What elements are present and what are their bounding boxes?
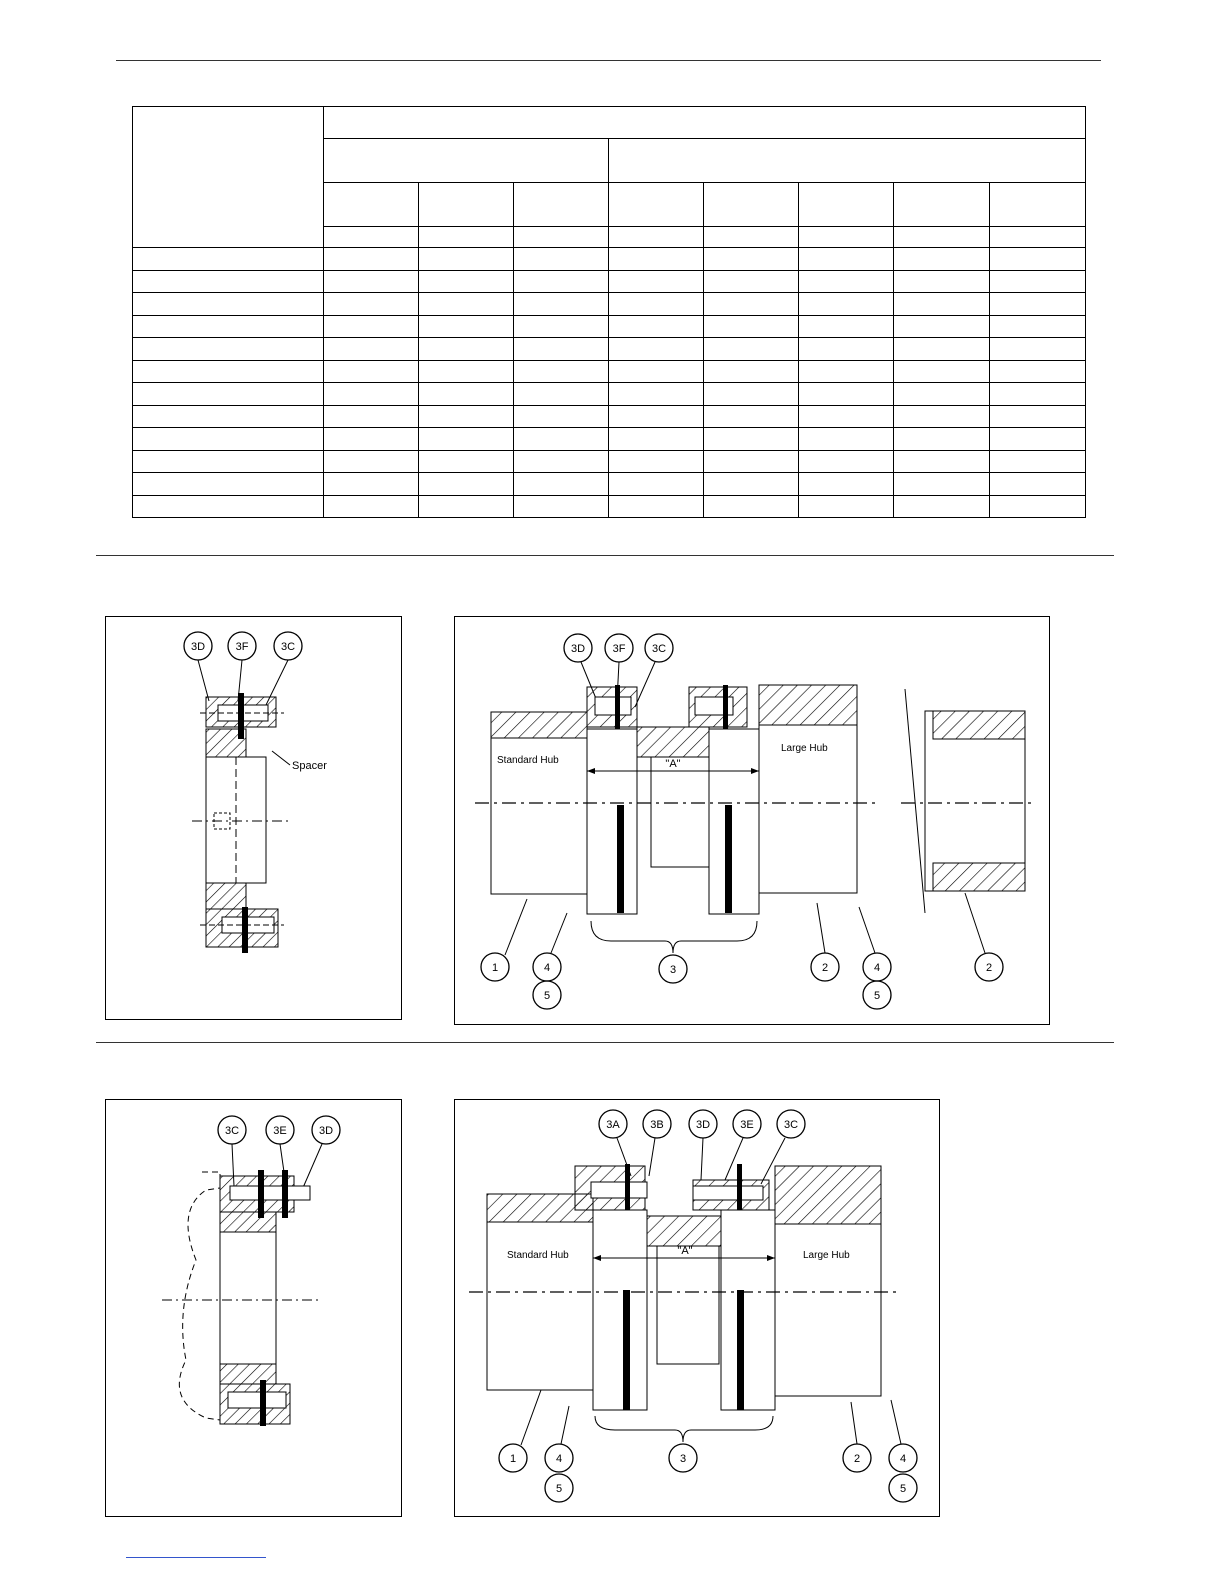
table-cell <box>990 495 1086 518</box>
svg-text:3C: 3C <box>224 1125 240 1137</box>
table-header-cell <box>324 139 609 183</box>
table-cell <box>133 383 324 406</box>
table-row <box>133 405 1086 428</box>
table-row <box>133 495 1086 518</box>
table-header-cell <box>324 183 419 227</box>
table-header-cell <box>799 183 894 227</box>
table-cell <box>419 405 514 428</box>
table-cell <box>799 293 894 316</box>
table-cell <box>990 450 1086 473</box>
hub-assembly-drawing <box>455 617 1049 1024</box>
table-cell <box>324 248 419 271</box>
table-cell <box>609 495 704 518</box>
table-cell <box>419 383 514 406</box>
table-cell <box>990 383 1086 406</box>
hub-assembly-alt-drawing <box>455 1100 939 1516</box>
table-cell <box>609 383 704 406</box>
table-cell <box>609 293 704 316</box>
table-cell <box>704 248 799 271</box>
table-cell <box>324 450 419 473</box>
table-row <box>133 315 1086 338</box>
table-cell <box>133 338 324 361</box>
table-cell <box>419 495 514 518</box>
table-cell <box>799 338 894 361</box>
table-cell <box>514 293 609 316</box>
callout-3e <box>725 1110 761 1180</box>
svg-text:2: 2 <box>821 962 829 974</box>
svg-text:3C: 3C <box>280 641 296 653</box>
callout-4-right <box>859 907 891 981</box>
callout-3c <box>635 634 673 707</box>
callout-3b <box>643 1110 671 1176</box>
table-cell <box>419 338 514 361</box>
svg-text:"A": "A" <box>665 758 681 770</box>
header-rule <box>116 60 1101 61</box>
svg-text:3F: 3F <box>612 643 626 655</box>
spacer-detail-drawing <box>106 617 401 1019</box>
table-cell <box>609 473 704 496</box>
table-cell <box>704 405 799 428</box>
table-cell <box>324 405 419 428</box>
table-cell <box>990 248 1086 271</box>
svg-text:4: 4 <box>899 1453 907 1465</box>
lower-bolt-assembly <box>200 883 284 953</box>
table-cell <box>704 383 799 406</box>
table-cell <box>609 270 704 293</box>
table-header-cell <box>419 183 514 227</box>
section-rule <box>96 555 1114 556</box>
figure-hub-assembly <box>454 616 1050 1025</box>
lower-bolt-assembly <box>220 1364 290 1426</box>
table-cell <box>324 383 419 406</box>
table-cell <box>133 495 324 518</box>
table-cell <box>799 473 894 496</box>
callout-3d <box>184 632 212 701</box>
callout-5-left <box>533 981 561 1009</box>
table-row <box>133 360 1086 383</box>
table-cell <box>324 293 419 316</box>
table-cell <box>894 473 990 496</box>
table-cell <box>799 248 894 271</box>
table-header-cell <box>990 183 1086 227</box>
callout-3d <box>302 1116 340 1190</box>
table-cell <box>419 450 514 473</box>
table-cell <box>704 293 799 316</box>
callout-2-right <box>965 893 1003 981</box>
table-row <box>133 473 1086 496</box>
callout-4-right <box>889 1400 917 1472</box>
center-spacer <box>637 727 709 867</box>
table-cell <box>894 450 990 473</box>
table-cell <box>894 293 990 316</box>
table-cell <box>419 315 514 338</box>
spacer-body <box>192 757 292 883</box>
table-cell <box>324 315 419 338</box>
table-cell <box>609 405 704 428</box>
table-cell <box>799 383 894 406</box>
svg-text:3C: 3C <box>651 643 667 655</box>
table-cell <box>894 338 990 361</box>
svg-text:1: 1 <box>509 1453 517 1465</box>
svg-text:5: 5 <box>899 1483 907 1495</box>
table-cell <box>799 360 894 383</box>
table-cell <box>133 428 324 451</box>
table-header-cell <box>609 139 1086 183</box>
upper-bolt-assembly <box>220 1170 310 1232</box>
svg-text:4: 4 <box>555 1453 563 1465</box>
table-cell <box>133 473 324 496</box>
svg-text:5: 5 <box>555 1483 563 1495</box>
svg-text:3D: 3D <box>695 1119 711 1131</box>
svg-text:1: 1 <box>491 962 499 974</box>
spec-table <box>132 106 1086 518</box>
table-cell <box>419 360 514 383</box>
table-cell <box>799 428 894 451</box>
svg-text:3D: 3D <box>318 1125 334 1137</box>
svg-text:2: 2 <box>853 1453 861 1465</box>
table-cell <box>514 383 609 406</box>
table-cell <box>324 428 419 451</box>
callout-3d <box>689 1110 717 1180</box>
table-cell <box>704 270 799 293</box>
table-cell <box>799 227 894 248</box>
svg-text:3B: 3B <box>650 1119 664 1131</box>
table-cell <box>133 293 324 316</box>
svg-text:Spacer: Spacer <box>292 760 327 772</box>
svg-text:3: 3 <box>679 1453 687 1465</box>
svg-text:3: 3 <box>669 964 677 976</box>
table-cell <box>609 450 704 473</box>
table-cell <box>133 315 324 338</box>
svg-text:Standard Hub: Standard Hub <box>507 1250 569 1261</box>
table-cell <box>799 315 894 338</box>
table-cell <box>990 227 1086 248</box>
table-cell <box>514 495 609 518</box>
table-cell <box>894 428 990 451</box>
table-cell <box>799 450 894 473</box>
table-cell <box>799 495 894 518</box>
large-hub <box>759 685 857 893</box>
table-cell <box>609 227 704 248</box>
table-row <box>133 383 1086 406</box>
callout-2-left <box>811 903 839 981</box>
table-cell <box>514 473 609 496</box>
table-row <box>133 338 1086 361</box>
svg-text:4: 4 <box>873 962 881 974</box>
callout-1 <box>481 899 527 981</box>
table-cell <box>514 428 609 451</box>
svg-text:5: 5 <box>873 990 881 1002</box>
svg-text:3E: 3E <box>740 1119 754 1131</box>
table-cell <box>419 227 514 248</box>
table-header-cell <box>609 183 704 227</box>
table-cell <box>419 473 514 496</box>
table-cell <box>894 360 990 383</box>
figure-hub-assembly-alt <box>454 1099 940 1517</box>
svg-text:Large Hub: Large Hub <box>781 743 828 754</box>
svg-text:5: 5 <box>543 990 551 1002</box>
table-cell <box>514 450 609 473</box>
svg-text:3D: 3D <box>190 641 206 653</box>
table-cell <box>799 405 894 428</box>
svg-text:2: 2 <box>985 962 993 974</box>
table-cell <box>419 293 514 316</box>
table-cell <box>704 428 799 451</box>
table-row <box>133 428 1086 451</box>
callout-4-left <box>545 1406 573 1472</box>
callout-1 <box>499 1390 541 1472</box>
table-cell <box>894 227 990 248</box>
table-cell <box>704 360 799 383</box>
table-cell <box>990 405 1086 428</box>
svg-text:3C: 3C <box>783 1119 799 1131</box>
section-rule <box>96 1042 1114 1043</box>
callout-5-right <box>863 981 891 1009</box>
table-cell <box>704 338 799 361</box>
table-header-row <box>133 107 1086 139</box>
table-cell <box>514 405 609 428</box>
table-cell <box>324 473 419 496</box>
callout-3-bracket <box>595 1416 773 1472</box>
table-cell <box>514 338 609 361</box>
table-cell <box>419 428 514 451</box>
dashed-outline <box>179 1172 220 1420</box>
table-cell <box>514 360 609 383</box>
table-cell <box>133 248 324 271</box>
table-cell <box>990 315 1086 338</box>
table-cell <box>419 248 514 271</box>
table-cell <box>704 315 799 338</box>
table-row <box>133 248 1086 271</box>
callout-4-left <box>533 913 567 981</box>
table-cell <box>514 227 609 248</box>
table-cell <box>609 338 704 361</box>
svg-text:Standard Hub: Standard Hub <box>497 755 559 766</box>
table-cell <box>990 293 1086 316</box>
table-cell <box>609 248 704 271</box>
table-cell <box>894 248 990 271</box>
table-cell <box>133 270 324 293</box>
large-hub-side-view <box>901 689 1035 913</box>
figure-end-detail <box>105 1099 402 1517</box>
table-cell <box>324 338 419 361</box>
table-cell <box>704 495 799 518</box>
table-header-cell <box>514 183 609 227</box>
svg-text:"A": "A" <box>677 1245 693 1257</box>
table-cell <box>894 405 990 428</box>
svg-text:3D: 3D <box>570 643 586 655</box>
table-cell <box>514 248 609 271</box>
svg-text:4: 4 <box>543 962 551 974</box>
table-cell <box>514 315 609 338</box>
table-cell <box>419 270 514 293</box>
table-cell <box>133 450 324 473</box>
spacer-label <box>272 751 327 772</box>
svg-text:3A: 3A <box>606 1119 620 1131</box>
table-cell <box>894 383 990 406</box>
table-row <box>133 270 1086 293</box>
table-cell <box>133 360 324 383</box>
table-cell <box>324 227 419 248</box>
table-cell <box>324 495 419 518</box>
table-cell <box>894 270 990 293</box>
table-cell <box>609 360 704 383</box>
table-cell <box>894 315 990 338</box>
end-detail-drawing <box>106 1100 401 1516</box>
table-corner-cell <box>133 107 324 248</box>
callout-5-left <box>545 1474 573 1502</box>
table-cell <box>799 270 894 293</box>
callout-3c <box>266 632 302 705</box>
callout-2 <box>843 1402 871 1472</box>
table-cell <box>990 270 1086 293</box>
table-row <box>133 293 1086 316</box>
table-cell <box>990 338 1086 361</box>
callout-5-right <box>889 1474 917 1502</box>
table-header-cell <box>894 183 990 227</box>
table-cell <box>133 405 324 428</box>
table-cell <box>704 450 799 473</box>
table-header-cell <box>324 107 1086 139</box>
table-cell <box>324 360 419 383</box>
table-row <box>133 450 1086 473</box>
figure-spacer-detail <box>105 616 402 1020</box>
table-cell <box>704 227 799 248</box>
callout-3-bracket <box>591 921 757 983</box>
table-cell <box>609 428 704 451</box>
table-cell <box>990 473 1086 496</box>
callout-3f <box>228 632 256 701</box>
table-cell <box>609 315 704 338</box>
svg-text:3F: 3F <box>235 641 249 653</box>
table-cell <box>514 270 609 293</box>
table-cell <box>894 495 990 518</box>
svg-text:3E: 3E <box>273 1125 287 1137</box>
center-spacer <box>647 1216 723 1364</box>
svg-text:Large Hub: Large Hub <box>803 1250 850 1261</box>
left-disc-pack <box>587 685 637 914</box>
table-cell <box>324 270 419 293</box>
footer-link-underline[interactable] <box>126 1557 266 1558</box>
upper-bolt-assembly <box>200 693 284 757</box>
table-header-cell <box>704 183 799 227</box>
table-cell <box>990 428 1086 451</box>
large-hub <box>775 1166 881 1396</box>
table-cell <box>990 360 1086 383</box>
table-cell <box>704 473 799 496</box>
